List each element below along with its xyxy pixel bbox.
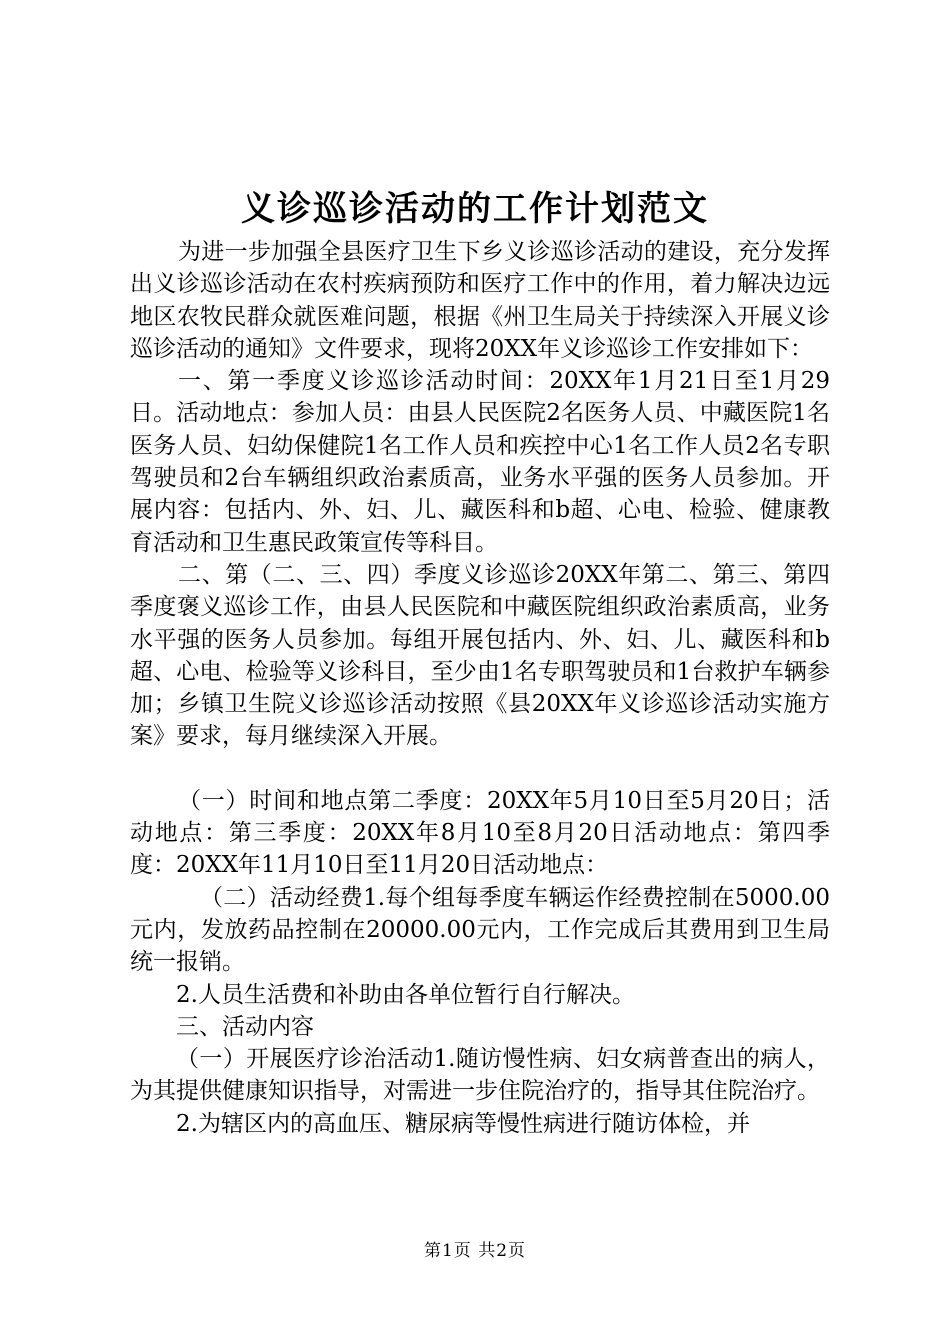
document-title: 义诊巡诊活动的工作计划范文 bbox=[241, 189, 709, 229]
paragraph-gap bbox=[130, 753, 830, 785]
paragraph-intro: 为进一步加强全县医疗卫生下乡义诊巡诊活动的建设，充分发挥出义诊巡诊活动在农村疾病预防和医疗工作中的作用，着力解决边远地区农牧民群众就医难问题，根据《州卫生局关于持续深入开展义诊巡诊活动的通知》文件要求，现将20XX年义诊巡诊工作安排如下： bbox=[130, 239, 830, 362]
paragraph-time-location: （一）时间和地点第二季度：20XX年5月10日至5月20日；活动地点：第三季度：20XX年8月10至8月20日活动地点：第四季度：20XX年11月10日至11月20日活动地点： bbox=[130, 787, 830, 879]
page-number-footer: 第1页 共2页 bbox=[423, 1241, 527, 1261]
paragraph-medical-activities: （一）开展医疗诊治活动1.随访慢性病、妇女病普查出的病人，为其提供健康知识指导，对需进一步住院治疗的，指导其住院治疗。 bbox=[130, 1046, 830, 1105]
paragraph-other-quarters: 二、第（二、三、四）季度义诊巡诊20XX年第二、第三、第四季度褒义巡诊工作，由县人民医院和中藏医院组织政治素质高，业务水平强的医务人员参加。每组开展包括内、外、妇、儿、藏医科和b超、心电、检验等义诊科目，至少由1名专职驾驶员和1台救护车辆参加；乡镇卫生院义诊巡诊活动按照《县20XX年义诊巡诊活动实施方案》要求，每月继续深入开展。 bbox=[130, 561, 830, 750]
document-body bbox=[130, 236, 830, 1140]
section-heading-activities: 三、活动内容 bbox=[176, 1013, 314, 1040]
paragraph-living-expenses: 2.人员生活费和补助由各单位暂行自行解决。 bbox=[176, 981, 635, 1008]
paragraph-first-quarter: 一、第一季度义诊巡诊活动时间：20XX年1月21日至1月29日。活动地点：参加人员：由县人民医院2名医务人员、中藏医院1名医务人员、妇幼保健院1名工作人员和疾控中心1名工作人员2名专职驾驶员和2台车辆组织政治素质高，业务水平强的医务人员参加。开展内容：包括内、外、妇、儿、藏医科和b超、心电、检验、健康教育活动和卫生惠民政策宣传等科目。 bbox=[130, 368, 830, 556]
paragraph-chronic-disease: 2.为辖区内的高血压、糖尿病等慢性病进行随访体检，并 bbox=[176, 1110, 750, 1137]
paragraph-funding: （二）活动经费1.每个组每季度车辆运作经费控制在5000.00元内，发放药品控制在20000.00元内，工作完成后其费用到卫生局统一报销。 bbox=[130, 884, 830, 976]
